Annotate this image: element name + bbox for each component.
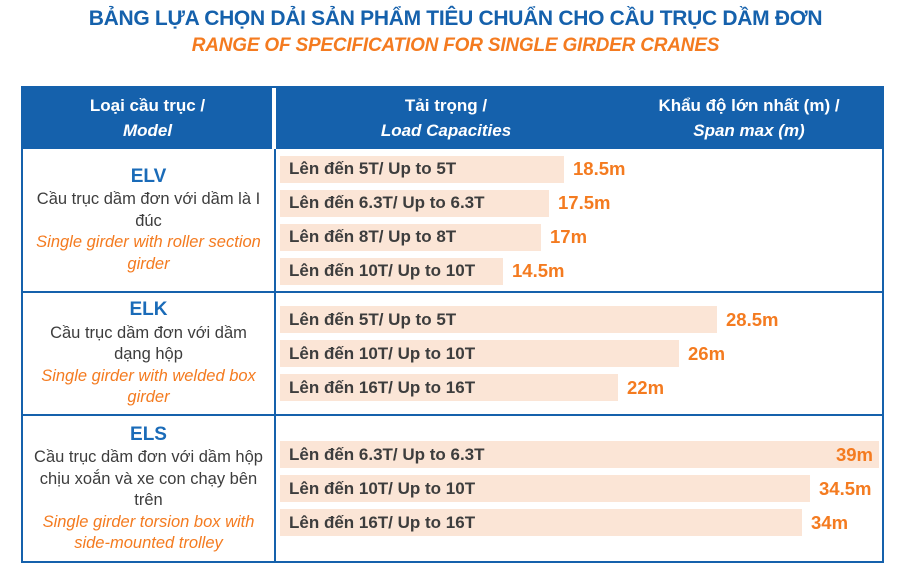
capacity-label: Lên đến 10T/ Up to 10T	[289, 343, 476, 363]
header-span-vi: Khẩu độ lớn nhất (m) /	[658, 96, 840, 116]
page	[0, 7, 911, 579]
capacity-bar-row	[280, 475, 882, 502]
spec-table	[21, 86, 884, 563]
table-section	[23, 291, 882, 414]
header-load-en: Load Capacities	[380, 120, 512, 140]
capacity-bar-row	[280, 258, 882, 285]
capacity-label: Lên đến 16T/ Up to 16T	[289, 512, 476, 532]
capacity-bar	[280, 441, 879, 468]
span-value: 28.5m	[726, 308, 779, 330]
span-value: 17.5m	[558, 192, 611, 213]
model-code: ELK	[129, 299, 168, 321]
model-cell	[23, 149, 276, 291]
page-title: BẢNG LỰA CHỌN DẢI SẢN PHẨM TIÊU CHUẨN CHO CẦU TRỤC DẦM ĐƠN	[88, 7, 823, 30]
capacity-label: Lên đến 10T/ Up to 10T	[289, 261, 476, 280]
model-description-en: Single girder with welded box girder	[41, 366, 256, 407]
model-description-en: Single girder with roller section girder	[36, 233, 261, 273]
capacity-bar-row	[280, 374, 882, 401]
capacity-bar	[280, 475, 810, 502]
span-value: 17m	[550, 226, 588, 247]
capacity-bar-row	[280, 306, 882, 333]
table-section	[23, 149, 882, 291]
header-model-en: Model	[122, 120, 173, 140]
header-load-column	[276, 88, 616, 149]
capacity-bar-row	[280, 156, 882, 183]
capacity-bar-row	[280, 190, 882, 217]
header-span-en: Span max (m)	[693, 120, 805, 140]
capacity-bar-row	[280, 340, 882, 367]
model-description-vi: Cầu trục dầm đơn với dầm dạng hộp	[50, 323, 247, 364]
capacity-label: Lên đến 5T/ Up to 5T	[289, 309, 457, 329]
capacity-bar	[280, 306, 717, 333]
header-span-column	[616, 88, 882, 149]
model-description-vi: Cầu trục dầm đơn với dầm hộp chịu xoắn và xe con chạy bên trên	[34, 448, 263, 510]
span-value: 22m	[627, 376, 665, 398]
capacity-bar-row	[280, 441, 882, 468]
capacity-label: Lên đến 5T/ Up to 5T	[289, 159, 457, 178]
capacity-bars	[276, 293, 882, 414]
capacity-bar	[280, 190, 549, 217]
capacity-label: Lên đến 8T/ Up to 8T	[289, 227, 457, 246]
capacity-label: Lên đến 10T/ Up to 10T	[289, 478, 476, 498]
span-value: 14.5m	[512, 260, 565, 281]
table-header	[23, 88, 882, 149]
header-model-column	[23, 88, 276, 149]
header-model-vi: Loại cầu trục /	[89, 96, 206, 116]
capacity-bar	[280, 340, 679, 367]
model-code: ELS	[130, 423, 167, 445]
capacity-bar-row	[280, 509, 882, 536]
capacity-bars	[276, 416, 882, 561]
capacity-bar	[280, 374, 618, 401]
capacity-label: Lên đến 6.3T/ Up to 6.3T	[289, 193, 485, 212]
model-cell	[23, 416, 276, 561]
header-load-vi: Tải trọng /	[404, 96, 488, 116]
capacity-label: Lên đến 16T/ Up to 16T	[289, 377, 476, 397]
model-cell	[23, 293, 276, 414]
capacity-bar	[280, 509, 802, 536]
span-value: 34.5m	[819, 477, 872, 499]
span-value: 26m	[688, 342, 726, 364]
capacity-label: Lên đến 6.3T/ Up to 6.3T	[289, 444, 485, 464]
capacity-bars	[276, 149, 882, 291]
table-body	[23, 149, 882, 561]
model-description-vi: Cầu trục dầm đơn với dầm là I đúc	[36, 190, 261, 230]
span-value: 34m	[811, 511, 849, 533]
model-code: ELV	[130, 165, 167, 187]
capacity-bar-row	[280, 224, 882, 251]
table-section	[23, 414, 882, 561]
span-value: 39m	[835, 443, 873, 465]
capacity-bar	[280, 224, 541, 251]
capacity-bar	[280, 156, 564, 183]
span-value: 18.5m	[573, 158, 626, 179]
page-subtitle: RANGE OF SPECIFICATION FOR SINGLE GIRDER CRANES	[191, 35, 720, 56]
capacity-bar	[280, 258, 503, 285]
model-description-en: Single girder torsion box with side-mounted trolley	[42, 512, 255, 552]
